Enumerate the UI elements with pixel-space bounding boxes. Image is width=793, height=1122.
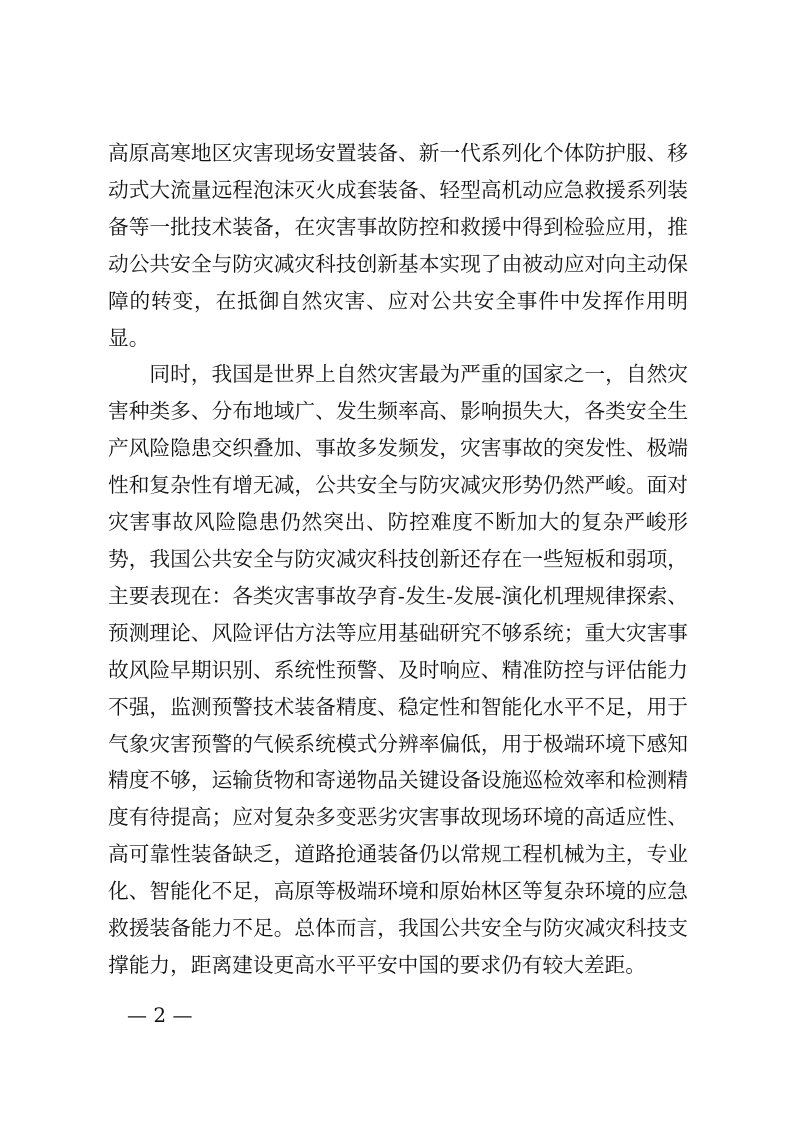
document-body: [108, 135, 688, 984]
paragraph-2: 同时，我国是世界上自然灾害最为严重的国家之一，自然灾害种类多、分布地域广、发生频率高、影响损失大，各类安全生产风险隐患交织叠加、事故多发频发，灾害事故的突发性、极端性和复杂性有增无减，公共安全与防灾减灾形势仍然严峻。面对灾害事故风险隐患仍然突出、防控难度不断加大的复杂严峻形势，我国公共安全与防灾减灾科技创新还存在一些短板和弱项，主要表现在：各类灾害事故孕育-发生-发展-演化机理规律探索、预测理论、风险评估方法等应用基础研究不够系统；重大灾害事故风险早期识别、系统性预警、及时响应、精准防控与评估能力不强，监测预警技术装备精度、稳定性和智能化水平不足，用于气象灾害预警的气候系统模式分辨率偏低，用于极端环境下感知精度不够，运输货物和寄递物品关键设备设施巡检效率和检测精度有待提高；应对复杂多变恶劣灾害事故现场环境的高适应性、高可靠性装备缺乏，道路抢通装备仍以常规工程机械为主，专业化、智能化不足，高原等极端环境和原始林区等复杂环境的应急救援装备能力不足。总体而言，我国公共安全与防灾减灾科技支撑能力，距离建设更高水平平安中国的要求仍有较大差距。: [108, 362, 688, 977]
paragraph-1: 高原高寒地区灾害现场安置装备、新一代系列化个体防护服、移动式大流量远程泡沫灭火成套装备、轻型高机动应急救援系列装备等一批技术装备，在灾害事故防控和救援中得到检验应用，推动公共安全与防灾减灾科技创新基本实现了由被动应对向主动保障的转变，在抵御自然灾害、应对公共安全事件中发挥作用明显。: [108, 141, 688, 350]
page-number: — 2 —: [127, 1003, 193, 1027]
